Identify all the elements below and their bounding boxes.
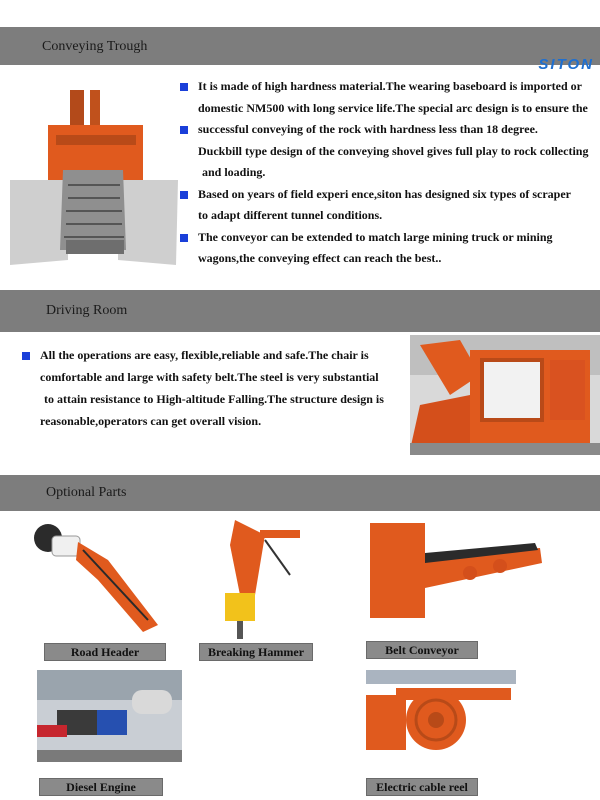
conveying-trough-image: [8, 90, 178, 265]
text-line: and loading.: [202, 165, 266, 179]
diesel-engine-image: [37, 670, 182, 762]
section-band-driving: [0, 290, 600, 332]
bullet-icon: [180, 126, 188, 134]
caption-breaking-hammer: Breaking Hammer: [199, 643, 313, 661]
bullet-icon: [22, 352, 30, 360]
caption-diesel-engine: Diesel Engine: [39, 778, 163, 796]
text-line: to attain resistance to High-altitude Falling.The structure design is: [44, 392, 384, 406]
road-header-image: [28, 520, 168, 638]
bullet-icon: [180, 234, 188, 242]
belt-conveyor-image: [370, 518, 545, 628]
bullet-icon: [180, 191, 188, 199]
caption-belt-conveyor: Belt Conveyor: [366, 641, 478, 659]
text-line: It is made of high hardness material.The wearing baseboard is imported or: [180, 76, 588, 98]
driving-room-image: [410, 335, 600, 455]
caption-road-header: Road Header: [44, 643, 166, 661]
section-title-optional: Optional Parts: [46, 485, 127, 500]
breaking-hammer-image: [205, 515, 305, 640]
section-title-conveying: Conveying Trough: [42, 39, 148, 54]
text-line: All the operations are easy, flexible,reliable and safe.The chair is: [22, 344, 384, 366]
driving-description: [22, 344, 384, 432]
text-line: to adapt different tunnel conditions.: [198, 208, 383, 222]
text-line: Duckbill type design of the conveying shovel gives full play to rock collecting: [198, 143, 589, 158]
text-line: Based on years of field experi ence,siton has designed six types of scraper: [180, 184, 588, 206]
caption-electric-cable-reel: Electric cable reel: [366, 778, 478, 796]
text-line: wagons,the conveying effect can reach the best..: [198, 251, 442, 265]
text-line: comfortable and large with safety belt.The steel is very substantial: [40, 370, 379, 384]
siton-logo: SITON: [538, 56, 594, 73]
conveying-description: [180, 76, 588, 270]
section-title-driving: Driving Room: [46, 303, 128, 318]
text-line: The conveyor can be extended to match large mining truck or mining: [180, 227, 588, 249]
text-line: reasonable,operators can get overall vision.: [40, 414, 262, 428]
electric-cable-reel-image: [366, 670, 516, 762]
bullet-icon: [180, 83, 188, 91]
text-line: successful conveying of the rock with hardness less than 18 degree.: [180, 119, 588, 141]
section-band-conveying: [0, 27, 600, 65]
section-band-optional: [0, 475, 600, 511]
text-line: domestic NM500 with long service life.The special arc design is to ensure the: [198, 100, 588, 115]
